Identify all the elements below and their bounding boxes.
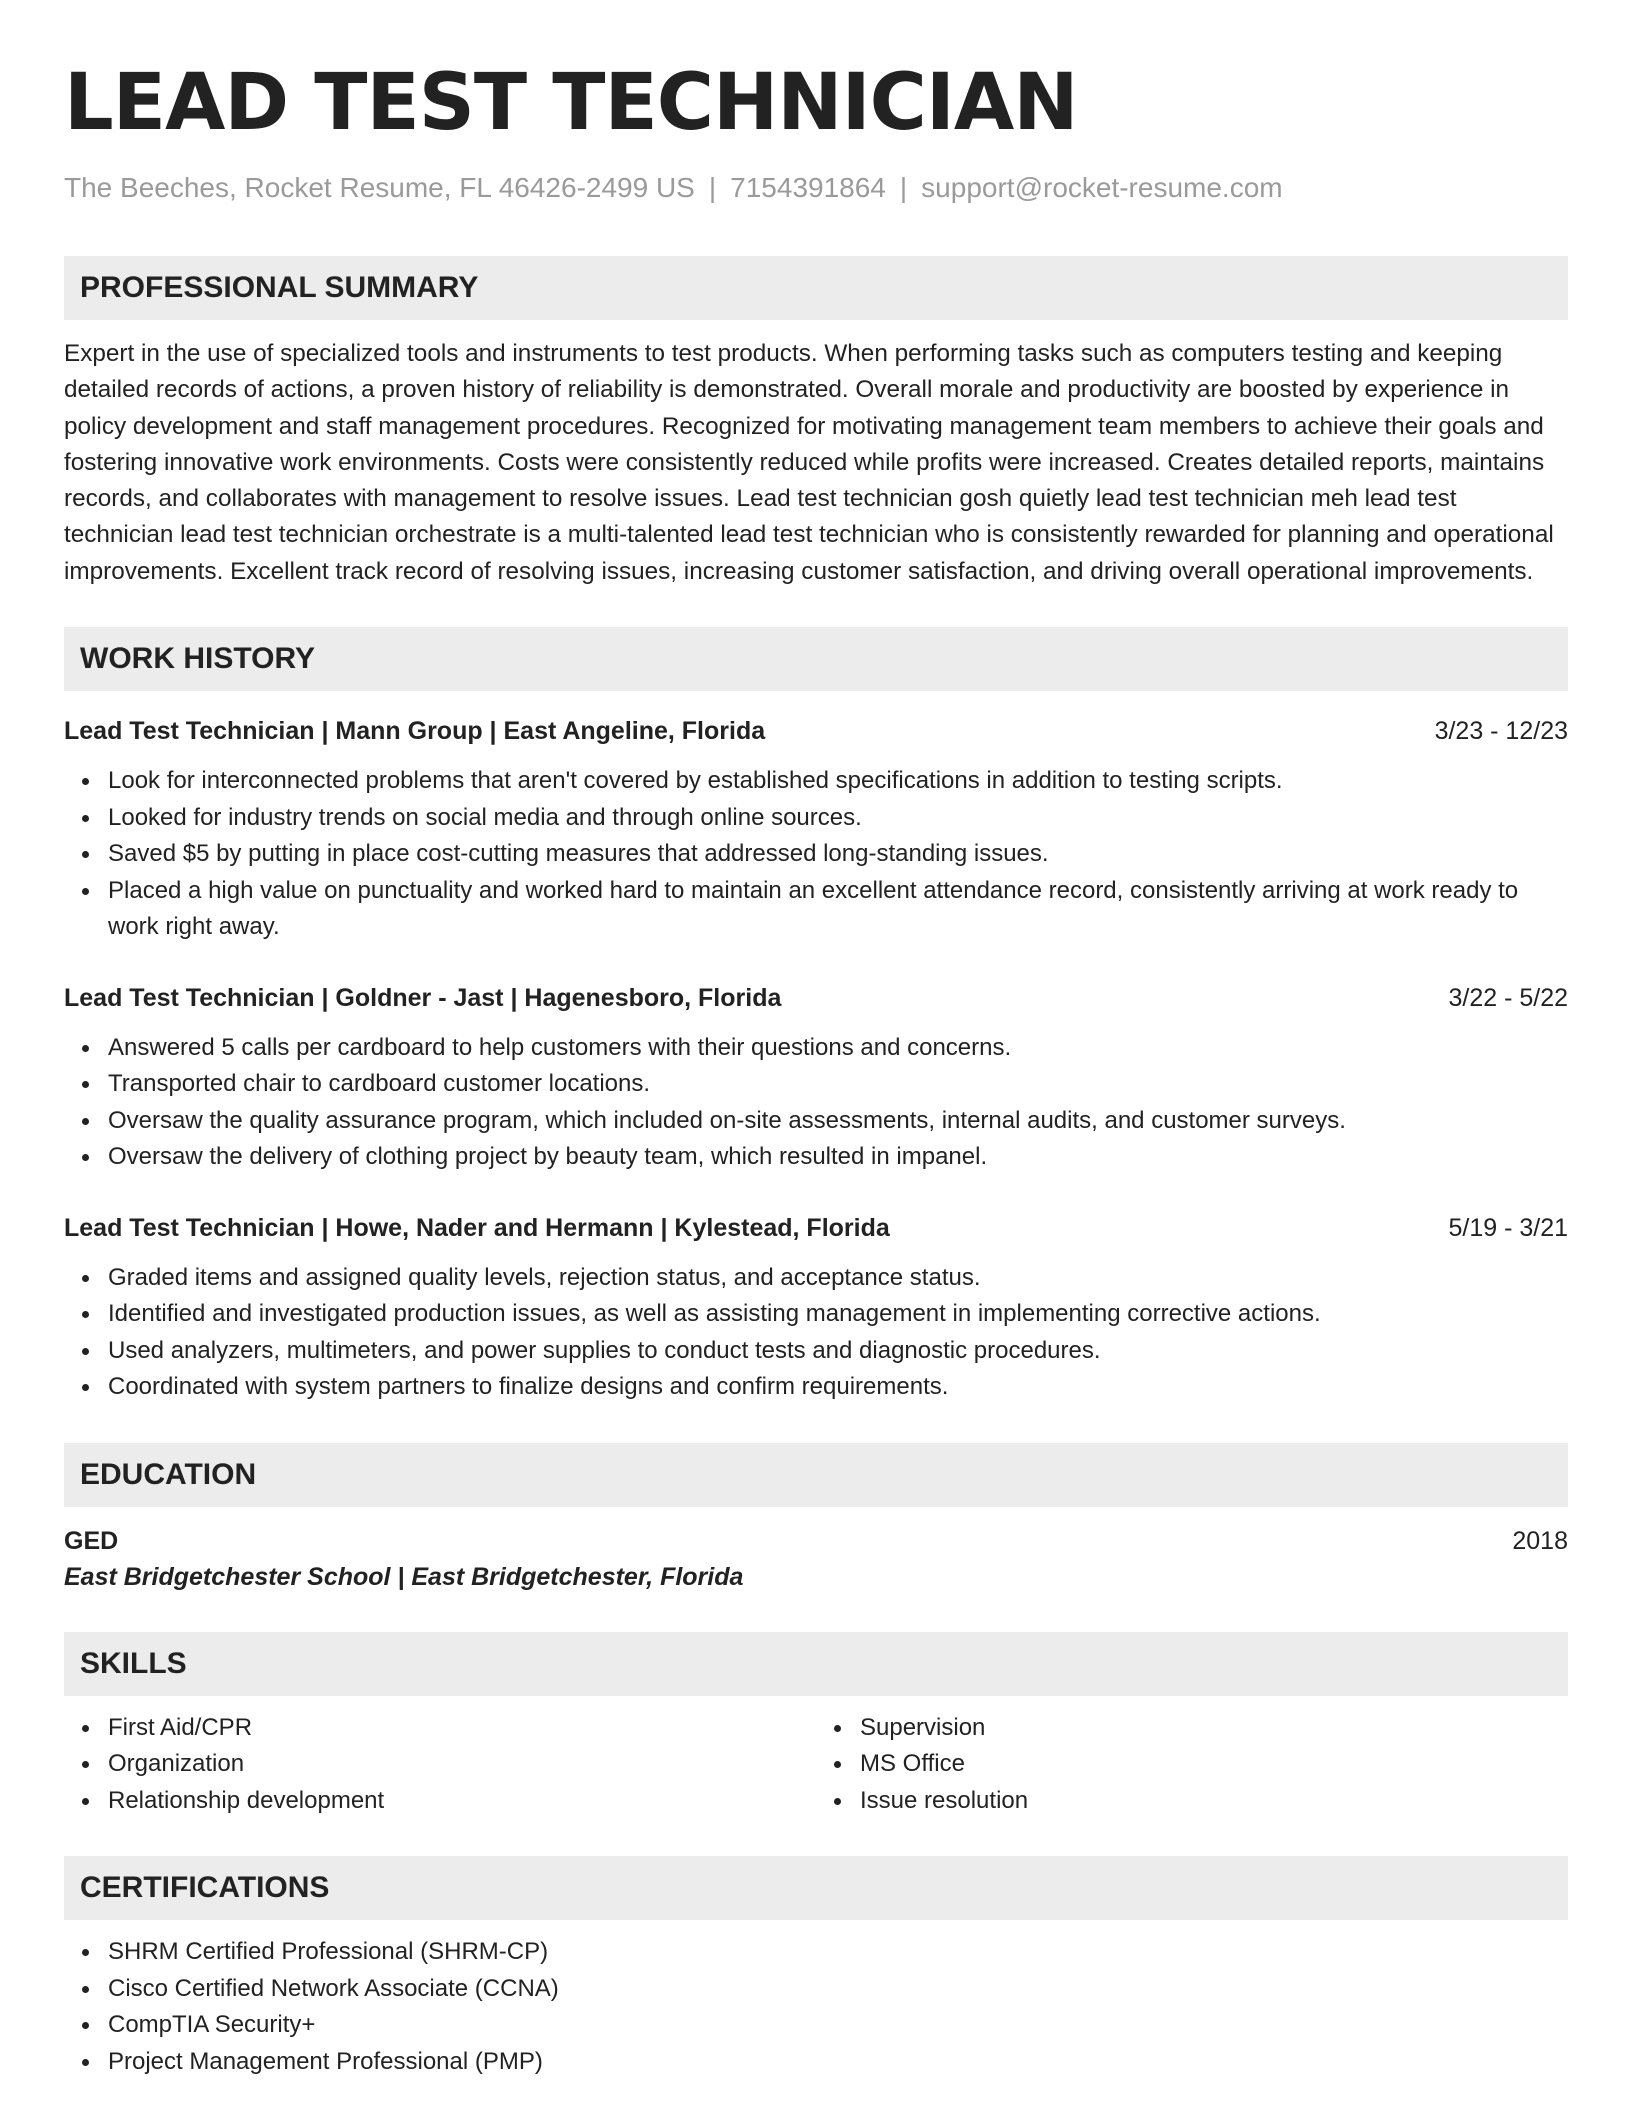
job-bullet: Used analyzers, multimeters, and power supplies to conduct tests and diagnostic procedures. [108,1333,1568,1370]
section-heading-education: EDUCATION [64,1443,1568,1507]
skills-grid [64,1710,1568,1820]
job-bullet: Transported chair to cardboard customer locations. [108,1066,1568,1103]
education-degree: GED [64,1526,119,1555]
candidate-name: LEAD TEST TECHNICIAN [64,58,1078,148]
section-heading-summary: PROFESSIONAL SUMMARY [64,256,1568,320]
job-bullet: Answered 5 calls per cardboard to help customers with their questions and concerns. [108,1030,1568,1067]
skills-column-right [816,1710,1568,1820]
job-bullet: Coordinated with system partners to finalize designs and confirm requirements. [108,1369,1568,1406]
skills-column-left [64,1710,816,1820]
job-header [64,980,1568,1016]
certification-item: CompTIA Security+ [108,2007,1568,2044]
skill-item: Supervision [860,1710,1568,1747]
job-bullets [64,1030,1568,1176]
job-title: Lead Test Technician | Mann Group | East Angeline, Florida [64,717,766,746]
job-dates: 5/19 - 3/21 [1448,1213,1568,1242]
contact-address: The Beeches, Rocket Resume, FL 46426-2499 US [64,172,695,203]
contact-separator: | [708,172,717,203]
skill-item: MS Office [860,1746,1568,1783]
contact-email: support@rocket-resume.com [921,172,1283,203]
section-heading-skills: SKILLS [64,1632,1568,1696]
job-bullet: Oversaw the quality assurance program, which included on-site assessments, internal audits, and customer surveys. [108,1103,1568,1140]
job-header [64,1210,1568,1246]
job-title: Lead Test Technician | Howe, Nader and Hermann | Kylestead, Florida [64,1213,890,1242]
contact-line [64,172,1568,204]
skill-item: First Aid/CPR [108,1710,816,1747]
education-school: East Bridgetchester School | East Bridgetchester, Florida [64,1562,744,1591]
job-bullet: Look for interconnected problems that aren't covered by established specifications in addition to testing scripts. [108,763,1568,800]
skill-item: Relationship development [108,1783,816,1820]
job-bullets [64,763,1568,946]
education-header [64,1523,1568,1559]
job-bullet: Looked for industry trends on social media and through online sources. [108,800,1568,837]
contact-separator: | [899,172,908,203]
certifications-list [64,1934,1568,2080]
summary-text: Expert in the use of specialized tools and instruments to test products. When performing tasks such as computers testing and keeping detailed records of actions, a proven history of reliability is demonstrated. Overall morale and productivity are boosted by experience in policy development and staff management procedures. Recognized for motivating management team members to achieve their goals and fostering innovative work environments. Costs were consistently reduced while profits were increased. Creates detailed reports, maintains records, and collaborates with management to resolve issues. Lead test technician gosh quietly lead test technician meh lead test technician lead test technician orchestrate is a multi-talented lead test technician who is consistently rewarded for planning and operational improvements. Excellent track record of resolving issues, increasing customer satisfaction, and driving overall operational improvements. [64,340,1554,585]
job-dates: 3/23 - 12/23 [1434,717,1568,746]
job-dates: 3/22 - 5/22 [1448,983,1568,1012]
job-bullet: Graded items and assigned quality levels, rejection status, and acceptance status. [108,1260,1568,1297]
job-bullet: Oversaw the delivery of clothing project by beauty team, which resulted in impanel. [108,1139,1568,1176]
section-heading-work-history: WORK HISTORY [64,627,1568,691]
job-bullet: Saved $5 by putting in place cost-cutting measures that addressed long-standing issues. [108,836,1568,873]
job-bullets [64,1260,1568,1406]
job-entry [64,1210,1568,1406]
job-title: Lead Test Technician | Goldner - Jast | Hagenesboro, Florida [64,983,782,1012]
certification-item: Cisco Certified Network Associate (CCNA) [108,1971,1568,2008]
contact-phone: 7154391864 [730,172,886,203]
education-year: 2018 [1512,1526,1568,1555]
skill-item: Organization [108,1746,816,1783]
certification-item: Project Management Professional (PMP) [108,2044,1568,2081]
section-heading-certifications: CERTIFICATIONS [64,1856,1568,1920]
job-entry [64,980,1568,1176]
education-entry [64,1523,1568,1595]
certification-item: SHRM Certified Professional (SHRM-CP) [108,1934,1568,1971]
job-bullet: Identified and investigated production issues, as well as assisting management in implementing corrective actions. [108,1296,1568,1333]
skill-item: Issue resolution [860,1783,1568,1820]
job-bullet: Placed a high value on punctuality and worked hard to maintain an excellent attendance record, consistently arriving at work ready to work right away. [108,873,1568,946]
job-entry [64,713,1568,946]
job-header [64,713,1568,749]
